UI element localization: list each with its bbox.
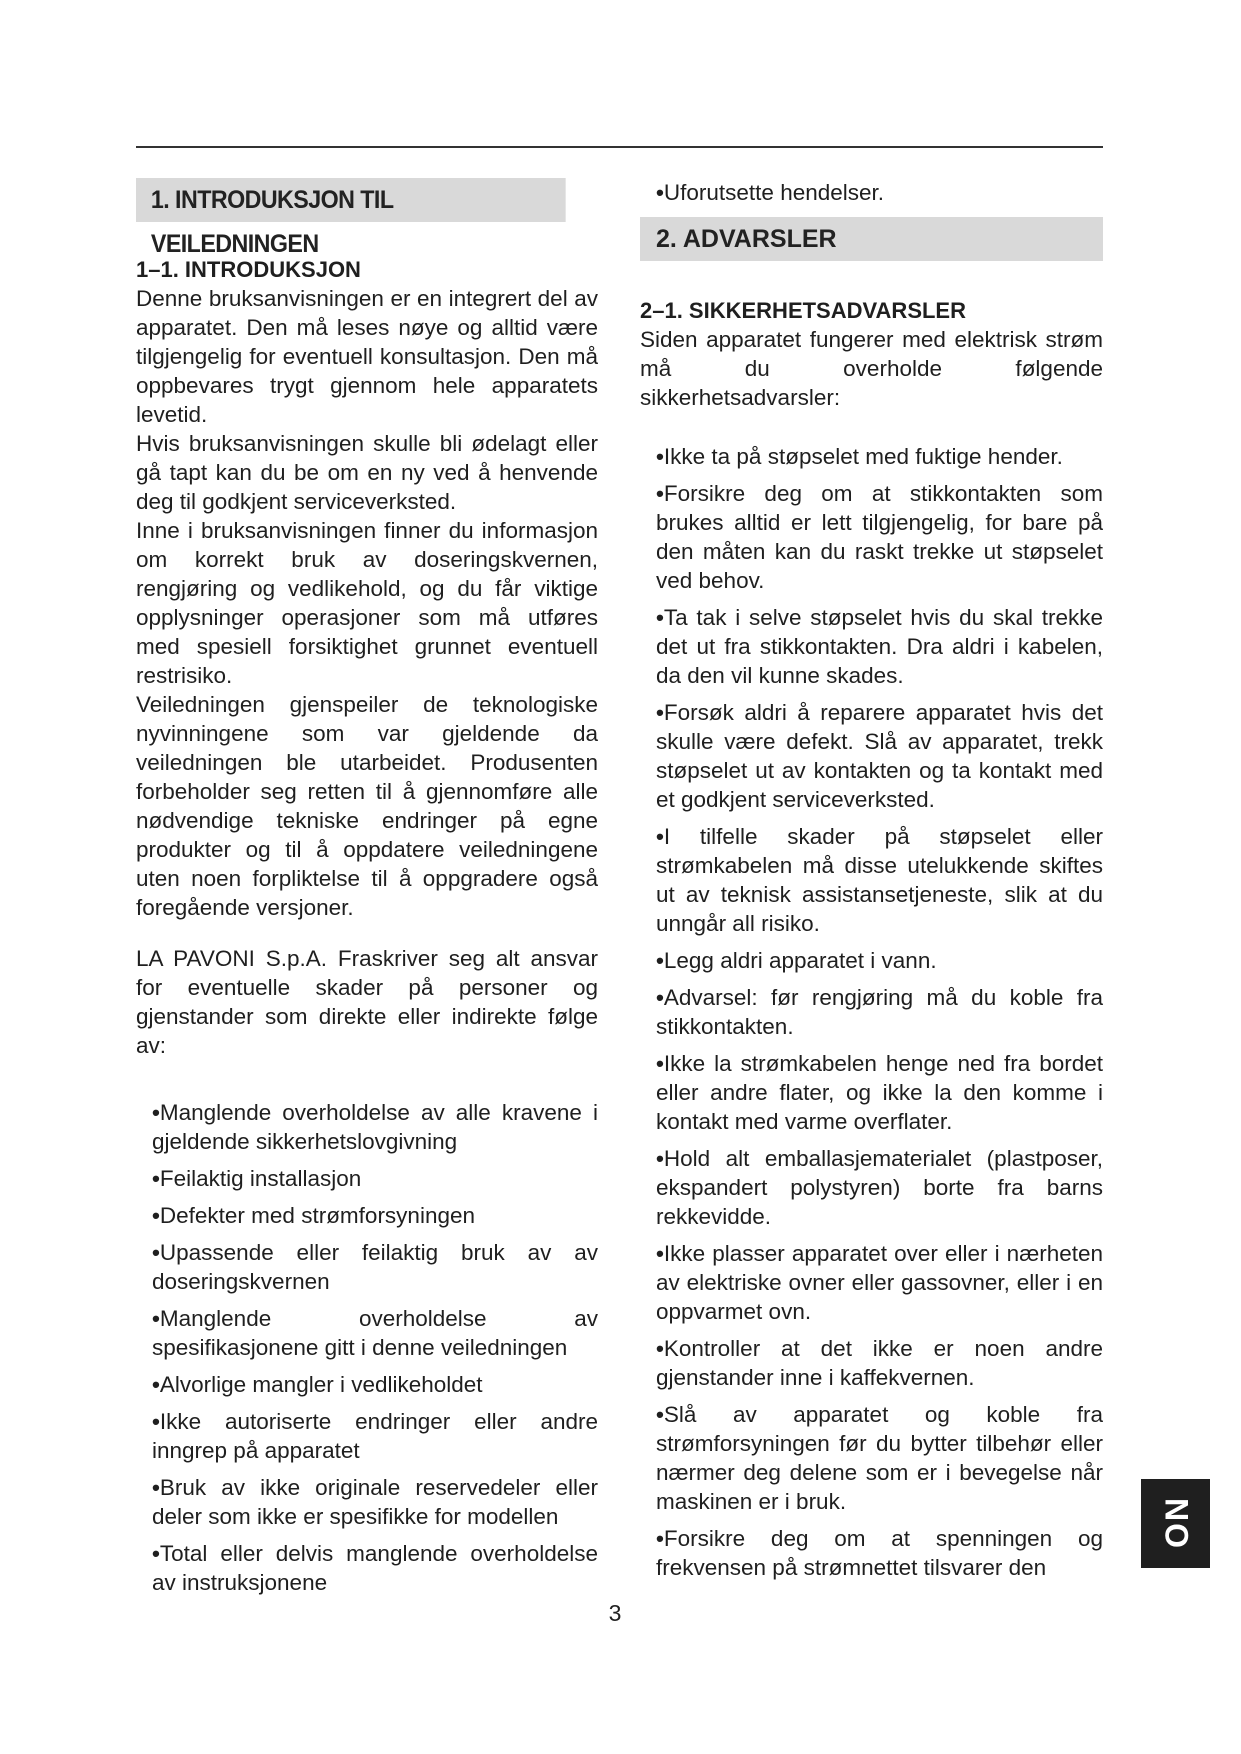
list-item: •Upassende eller feilaktig bruk av av doseringskvernen <box>152 1240 598 1294</box>
list-item: •Ikke la strømkabelen henge ned fra bordet eller andre flater, og ikke la den komme i kontakt med varme overflater. <box>656 1051 1103 1134</box>
list-item: •I tilfelle skader på støpselet eller strømkabelen må disse utelukkende skiftes ut av teknisk assistansetjeneste, slik at du unngår all risiko. <box>656 824 1103 936</box>
list-item: •Legg aldri apparatet i vann. <box>656 948 937 973</box>
top-rule <box>136 146 1103 148</box>
list-item: •Forsikre deg om at stikkontakten som brukes alltid er lett tilgjengelig, for bare på den måten kan du raskt trekke ut støpselet ved behov. <box>656 481 1103 593</box>
list-item: •Hold alt emballasjematerialet (plastposer, ekspandert polystyren) borte fra barns rekkevidde. <box>656 1146 1103 1229</box>
disclaimer-paragraph: LA PAVONI S.p.A. Fraskriver seg alt ansvar for eventuelle skader på personer og gjenstander som direkte eller indirekte følge av: <box>136 946 598 1058</box>
list-item: •Total eller delvis manglende overholdelse av instruksjonene <box>152 1541 598 1595</box>
list-item: •Ta tak i selve støpselet hvis du skal trekke det ut fra stikkontakten. Dra aldri i kabelen, da den vil kunne skades. <box>656 605 1103 688</box>
section-title-warnings: 2. ADVARSLER <box>640 217 1103 261</box>
list-item: •Slå av apparatet og koble fra strømforsyningen før du bytter tilbehør eller nærmer deg delene som er i bevegelse når maskinen er i bruk. <box>656 1402 1103 1514</box>
safety-warnings-list <box>640 442 1103 1582</box>
list-item: •Forsikre deg om at spenningen og frekvensen på strømnettet tilsvarer den <box>656 1526 1103 1580</box>
list-item: •Bruk av ikke originale reservedeler eller deler som ikke er spesifikke for modellen <box>152 1475 598 1529</box>
language-tab-label: NO <box>1158 1497 1194 1550</box>
language-tab <box>1141 1479 1210 1568</box>
paragraph: Veiledningen gjenspeiler de teknologiske nyvinningene som var gjeldende da veiledningen ble utarbeidet. Produsenten forbeholder seg retten til å gjennomføre alle nødvendige tekniske endringer på egne produkter og til å oppdatere veiledningene uten noen forpliktelse til å oppgradere også foregående versjoner. <box>136 692 598 920</box>
page-number: 3 <box>608 1600 622 1626</box>
paragraph: Inne i bruksanvisningen finner du informasjon om korrekt bruk av doseringskvernen, rengjøring og vedlikehold, og du får viktige opplysninger operasjoner som må utføres med spesiell forsiktighet grunnet eventuell restrisiko. <box>136 518 598 688</box>
list-item: •Manglende overholdelse av spesifikasjonene gitt i denne veiledningen <box>152 1306 598 1360</box>
right-column <box>640 178 1103 1590</box>
list-item: •Kontroller at det ikke er noen andre gjenstander inne i kaffekvernen. <box>656 1336 1103 1390</box>
list-item: •Forsøk aldri å reparere apparatet hvis det skulle være defekt. Slå av apparatet, trekk støpselet ut av kontakten og ta kontakt med et godkjent serviceverksted. <box>656 700 1103 812</box>
section-title-introduction: 1. INTRODUKSJON TIL VEILEDNINGEN <box>136 178 566 222</box>
list-item: •Ikke plasser apparatet over eller i nærheten av elektriske ovner eller gassovner, eller i en oppvarmet ovn. <box>656 1241 1103 1324</box>
subsection-title-safety-warnings: 2–1. SIKKERHETSADVARSLER <box>640 298 966 323</box>
list-item: •Defekter med strømforsyningen <box>152 1203 476 1228</box>
list-item: •Uforutsette hendelser. <box>656 180 885 205</box>
liability-list <box>136 1098 598 1597</box>
list-item: •Ikke ta på støpselet med fuktige hender. <box>656 444 1063 469</box>
list-item: •Manglende overholdelse av alle kravene i gjeldende sikkerhetslovgivning <box>152 1100 598 1154</box>
list-item: •Ikke autoriserte endringer eller andre inngrep på apparatet <box>152 1409 598 1463</box>
list-item: •Advarsel: før rengjøring må du koble fra stikkontakten. <box>656 985 1103 1039</box>
paragraph: Siden apparatet fungerer med elektrisk strøm må du overholde følgende sikkerhetsadvarsler: <box>640 327 1103 410</box>
list-item: •Alvorlige mangler i vedlikeholdet <box>152 1372 483 1397</box>
left-column <box>136 178 598 1605</box>
subsection-title-introduction: 1–1. INTRODUKSJON <box>136 257 361 282</box>
paragraph: Denne bruksanvisningen er en integrert del av apparatet. Den må leses nøye og alltid være tilgjengelig for eventuell konsultasjon. Den må oppbevares trygt gjennom hele apparatets levetid. <box>136 286 598 427</box>
list-item: •Feilaktig installasjon <box>152 1166 362 1191</box>
paragraph: Hvis bruksanvisningen skulle bli ødelagt eller gå tapt kan du be om en ny ved å henvende deg til godkjent serviceverksted. <box>136 431 598 514</box>
